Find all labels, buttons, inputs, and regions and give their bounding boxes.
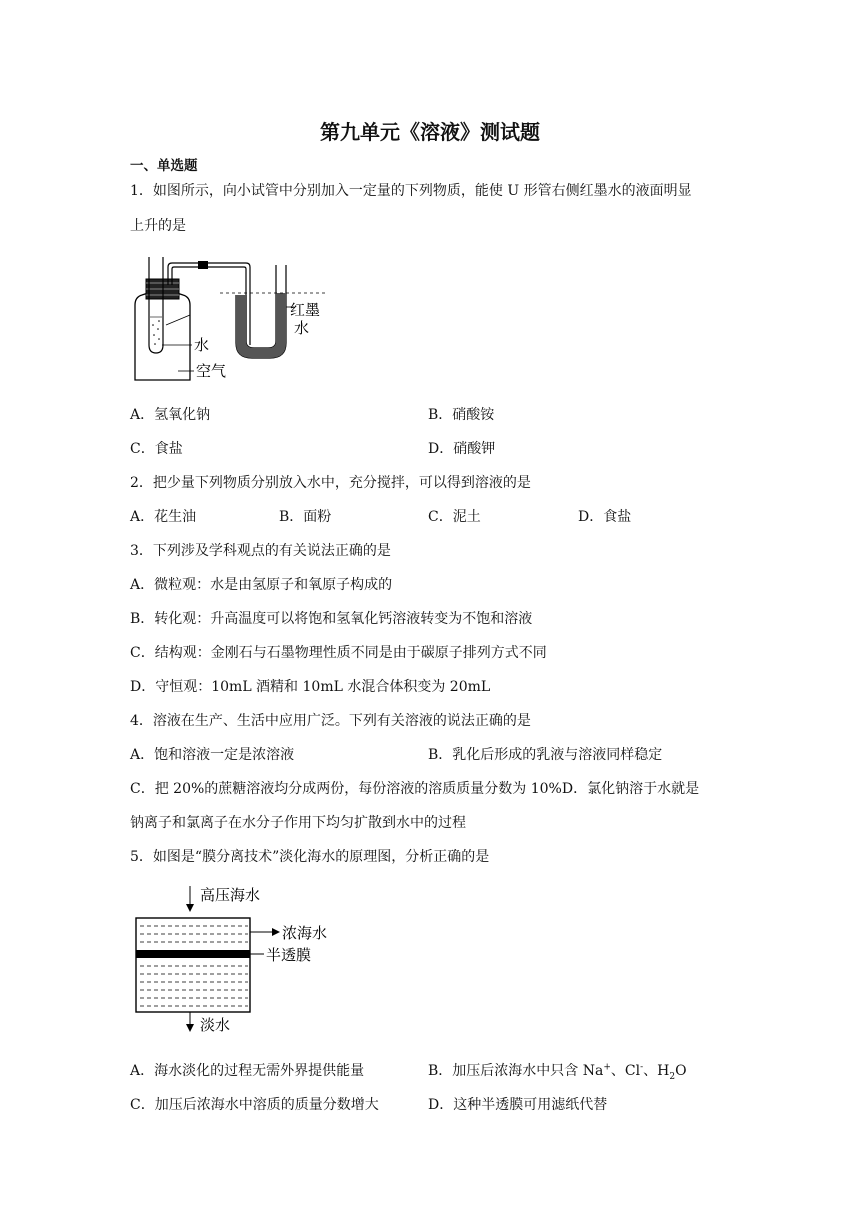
q5-fig-high-pressure-label: 高压海水 xyxy=(200,886,261,904)
q1-stem-line1: 1．如图所示，向小试管中分别加入一定量的下列物质，能使 U 形管右侧红墨水的液面明显 xyxy=(130,183,692,199)
q5-option-b[interactable] xyxy=(428,1060,687,1082)
q2-option-d[interactable]: D．食盐 xyxy=(578,509,632,525)
q5-membrane-figure xyxy=(130,880,350,1040)
q4-option-d-continued: 钠离子和氯离子在水分子作用下均匀扩散到水中的过程 xyxy=(130,815,466,831)
q3-option-b[interactable]: B．转化观：升高温度可以将饱和氢氧化钙溶液转变为不饱和溶液 xyxy=(130,611,533,627)
q5-option-a[interactable]: A．海水淡化的过程无需外界提供能量 xyxy=(130,1063,365,1079)
q1-apparatus-figure xyxy=(128,255,338,385)
q3-stem: 3．下列涉及学科观点的有关说法正确的是 xyxy=(130,543,391,559)
q1-stem-line2: 上升的是 xyxy=(130,218,186,234)
q5-option-c[interactable]: C．加压后浓海水中溶质的质量分数增大 xyxy=(130,1097,379,1113)
q5-stem: 5．如图是“膜分离技术”淡化海水的原理图，分析正确的是 xyxy=(130,849,490,865)
q5-option-b-sup-plus: + xyxy=(603,1062,611,1073)
section-heading: 一、单选题 xyxy=(130,158,198,174)
q1-option-d[interactable]: D．硝酸钾 xyxy=(428,441,496,457)
q5-fig-concentrated-label: 浓海水 xyxy=(282,924,328,942)
q1-fig-water-label: 水 xyxy=(194,336,210,354)
q3-option-d[interactable]: D．守恒观：10mL 酒精和 10mL 水混合体积变为 20mL xyxy=(130,679,491,695)
q5-option-b-text: B．加压后浓海水中只含 Na xyxy=(428,1063,604,1079)
q1-fig-air-label: 空气 xyxy=(196,362,227,380)
q4-option-a[interactable]: A．饱和溶液一定是浓溶液 xyxy=(130,747,295,763)
q2-option-a[interactable]: A．花生油 xyxy=(130,509,197,525)
q5-option-d[interactable]: D．这种半透膜可用滤纸代替 xyxy=(428,1097,608,1113)
q4-stem: 4．溶液在生产、生活中应用广泛。下列有关溶液的说法正确的是 xyxy=(130,713,531,729)
q1-option-c[interactable]: C．食盐 xyxy=(130,441,183,457)
q3-option-c[interactable]: C．结构观：金刚石与石墨物理性质不同是由于碳原子排列方式不同 xyxy=(130,645,547,661)
q5-fig-fresh-water-label: 淡水 xyxy=(200,1016,231,1034)
q5-option-b-text-mid2: 、H xyxy=(643,1063,670,1079)
q1-fig-ink-label2: 水 xyxy=(294,319,310,337)
q5-option-b-sub-2: 2 xyxy=(669,1071,676,1082)
q2-option-b[interactable]: B．面粉 xyxy=(279,509,332,525)
q4-option-b[interactable]: B．乳化后形成的乳液与溶液同样稳定 xyxy=(428,747,663,763)
page-title: 第九单元《溶液》测试题 xyxy=(320,120,540,144)
q2-option-c[interactable]: C．泥土 xyxy=(428,509,481,525)
q5-option-b-sup-minus: - xyxy=(640,1062,644,1073)
q1-option-b[interactable]: B．硝酸铵 xyxy=(428,407,495,423)
q5-option-b-text-end: O xyxy=(675,1063,687,1079)
q1-fig-ink-label1: 红墨 xyxy=(290,301,321,319)
q3-option-a[interactable]: A．微粒观：水是由氢原子和氧原子构成的 xyxy=(130,577,393,593)
q5-option-b-text-mid: 、Cl xyxy=(610,1063,641,1079)
q2-stem: 2．把少量下列物质分别放入水中，充分搅拌，可以得到溶液的是 xyxy=(130,475,531,491)
q1-option-a[interactable]: A．氢氧化钠 xyxy=(130,407,211,423)
q5-fig-membrane-label: 半透膜 xyxy=(266,946,312,964)
q4-option-c-d[interactable]: C．把 20%的蔗糖溶液均分成两份，每份溶液的溶质质量分数为 10%D．氯化钠溶于水就是 xyxy=(130,781,700,797)
